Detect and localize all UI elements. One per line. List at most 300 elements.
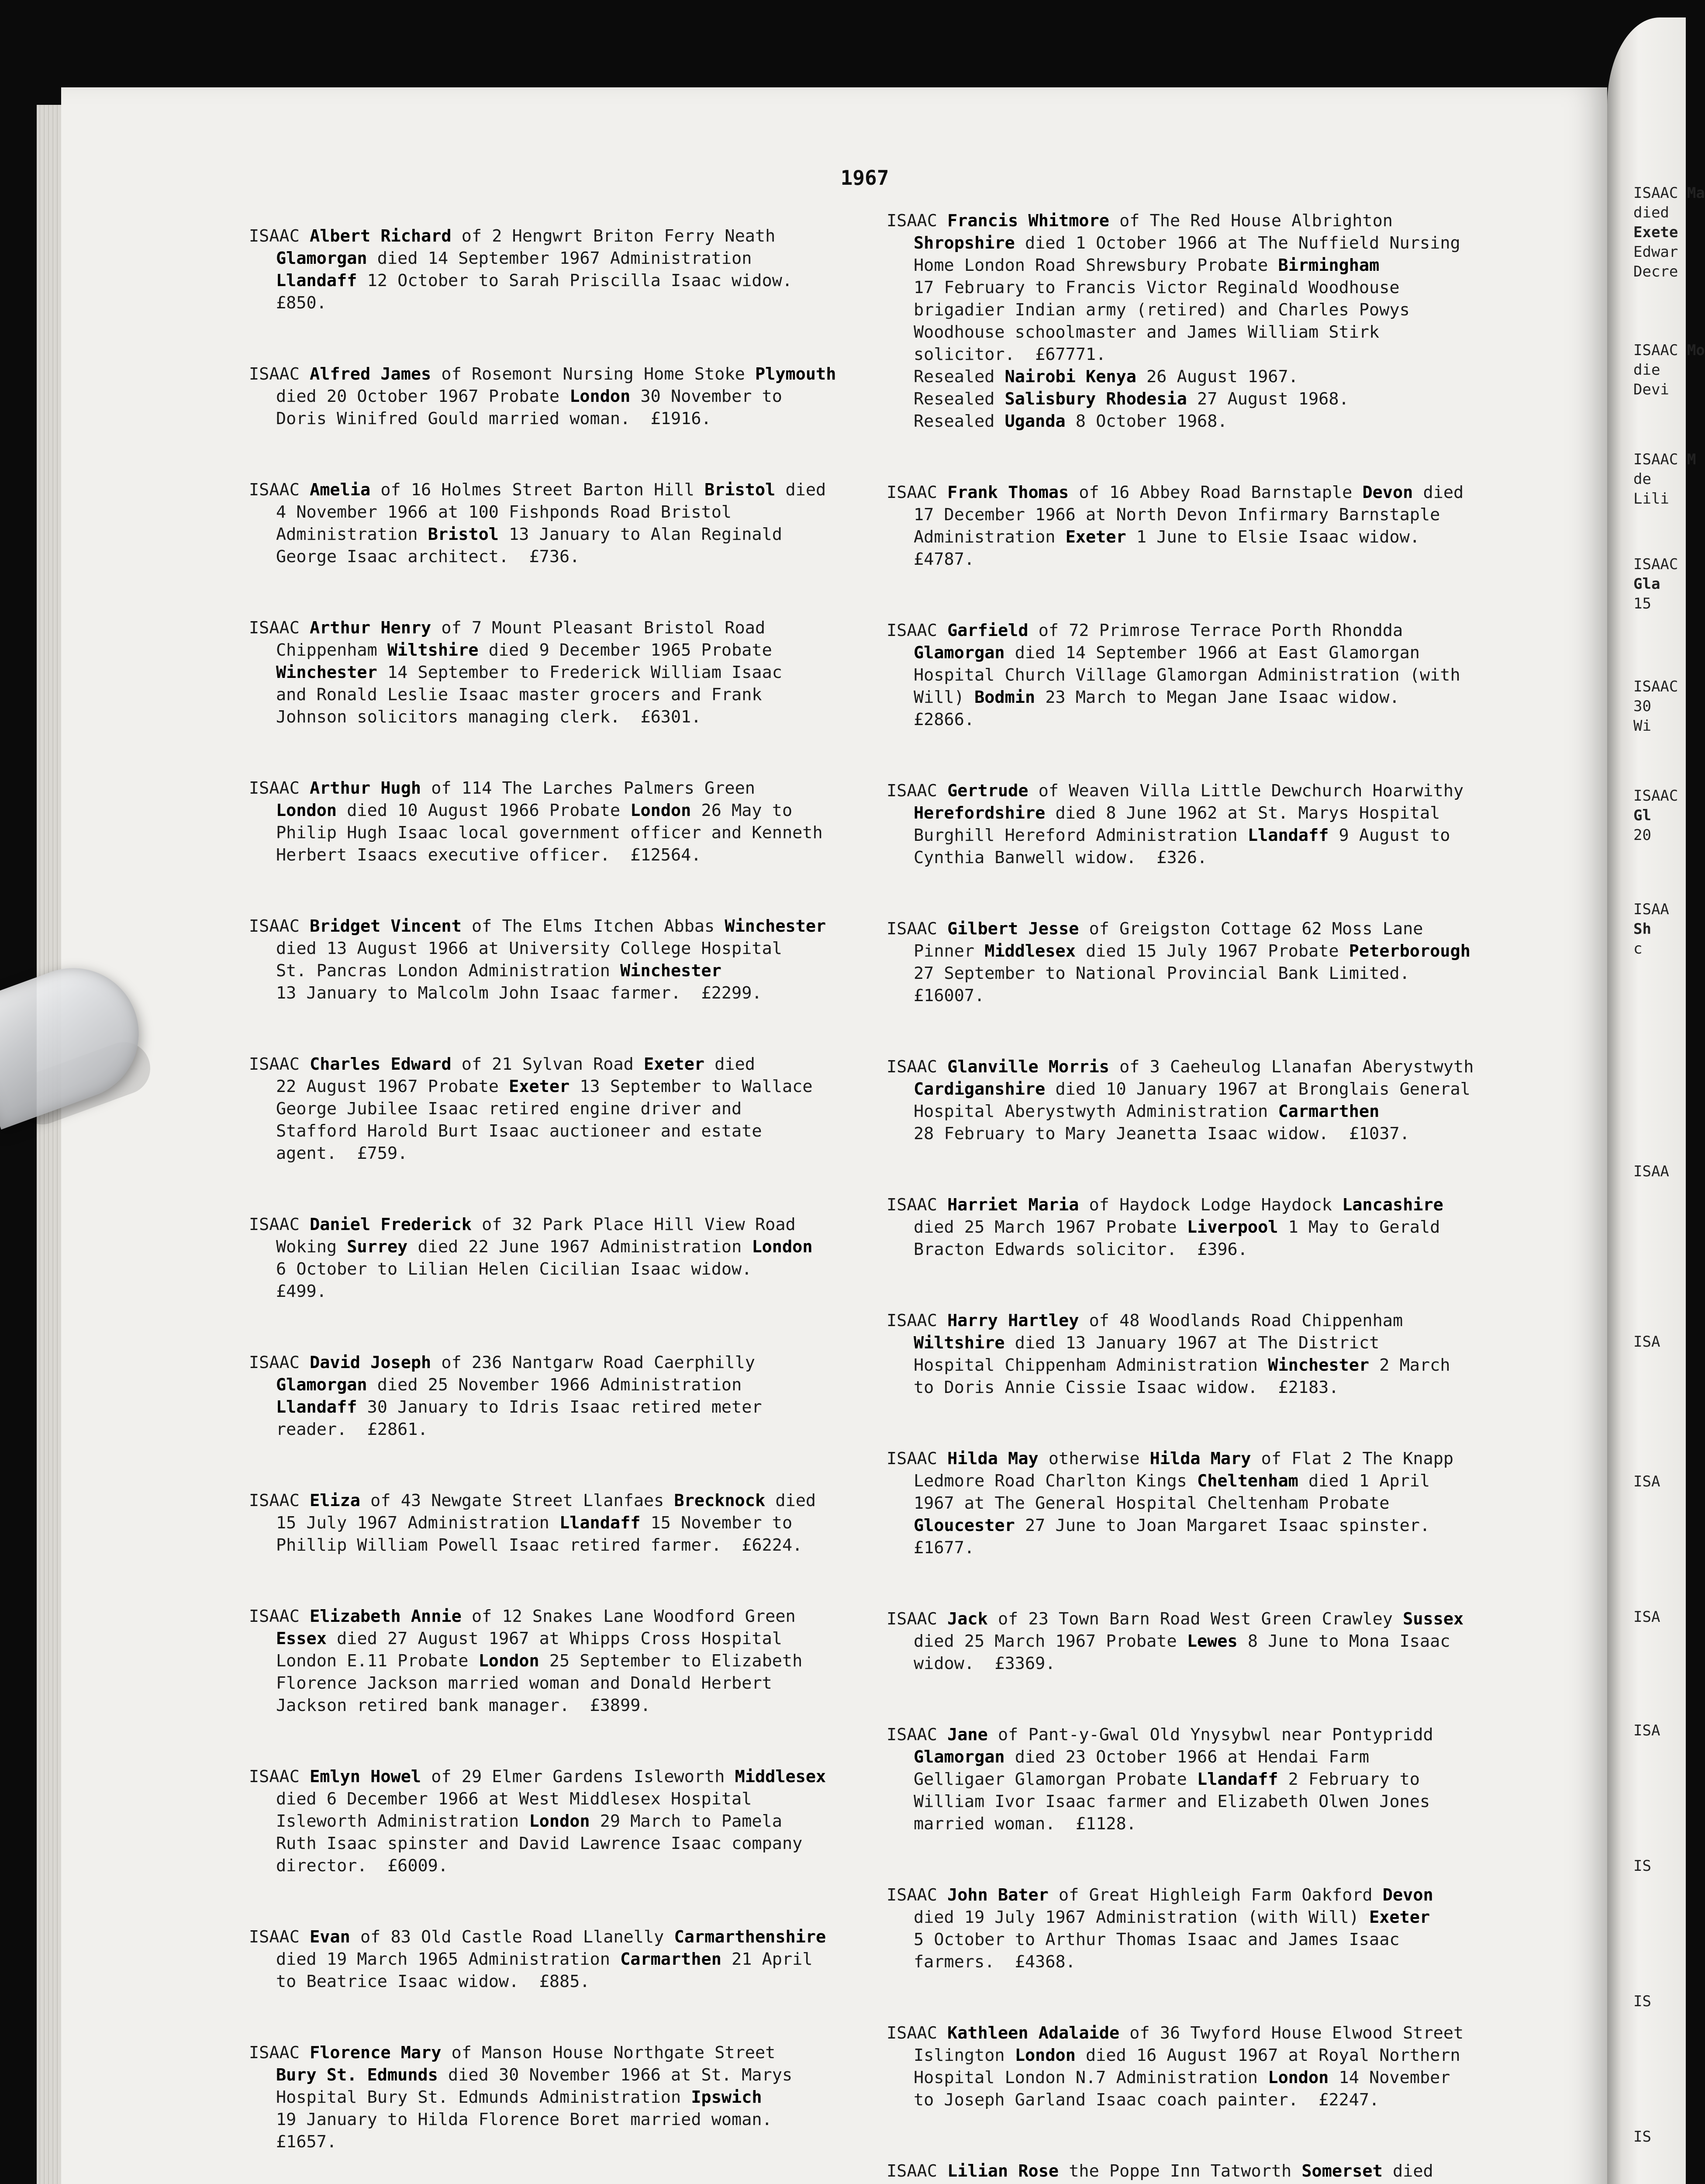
bold-term: Middlesex: [735, 1767, 826, 1787]
entry-line: [887, 1376, 1542, 1399]
bold-term: Wiltshire: [387, 640, 479, 660]
text-run: Lili: [1633, 490, 1669, 508]
text-run: of 48 Woodlands Road Chippenham: [1079, 1311, 1403, 1330]
entry-line: [887, 1514, 1542, 1537]
entry-line: [887, 343, 1542, 366]
entry-line: [249, 292, 904, 314]
text-run: ISAAC: [887, 211, 948, 231]
text-run: died 8 June 1962 at St. Marys Hospital: [1045, 803, 1440, 823]
bold-term: Llandaff: [1197, 1769, 1278, 1789]
text-run: 2 February to: [1278, 1769, 1420, 1789]
facing-page-text-fragment: [1633, 489, 1669, 508]
bold-term: Exeter: [1369, 1908, 1430, 1927]
text-run: ISAAC: [887, 1725, 948, 1745]
probate-entry: [249, 479, 904, 568]
entry-line: [887, 1216, 1542, 1238]
text-run: and Ronald Leslie Isaac master grocers and Frank: [276, 685, 762, 705]
probate-entry: [249, 617, 904, 728]
entry-line: [887, 481, 1542, 504]
text-run: 13 January to Malcolm John Isaac farmer. £2299.: [276, 983, 762, 1003]
text-run: Ruth Isaac spinster and David Lawrence Isaac company: [276, 1834, 803, 1853]
entry-line: [887, 1448, 1542, 1470]
bold-term: Devon: [1382, 1885, 1433, 1905]
text-run: ISAAC: [249, 1927, 310, 1947]
text-run: 2 March: [1369, 1355, 1450, 1375]
facing-page-text-fragment: [1633, 1162, 1669, 1181]
probate-entry: [249, 1766, 904, 1877]
entry-line: [887, 1746, 1542, 1768]
bold-term: Gloucester: [914, 1516, 1015, 1535]
entry-line: [249, 982, 904, 1004]
entry-line: [887, 2067, 1542, 2089]
text-run: ISAAC: [249, 364, 310, 384]
entry-line: [249, 639, 904, 661]
text-run: of 12 Snakes Lane Woodford Green: [461, 1607, 796, 1626]
probate-entry: [887, 2022, 1542, 2111]
entry-line: [887, 686, 1542, 708]
entry-line: [887, 1332, 1542, 1354]
bold-term: Hilda Mary: [1149, 1449, 1251, 1469]
text-run: ISAAC: [1633, 556, 1678, 573]
entry-line: [887, 1652, 1542, 1675]
entry-line: [249, 1926, 904, 1948]
text-run: George Jubilee Isaac retired engine driver and: [276, 1099, 742, 1119]
bold-term: Exeter: [509, 1077, 570, 1096]
entry-line: [887, 708, 1542, 731]
bold-term: Essex: [276, 1629, 327, 1648]
entry-line: [887, 1470, 1542, 1492]
bold-term: Bridget Vincent: [310, 916, 462, 936]
text-run: 12 October to Sarah Priscilla Isaac widow.: [357, 271, 793, 290]
text-run: £4787.: [914, 549, 975, 569]
bold-term: Winchester: [1268, 1355, 1370, 1375]
bold-term: Herefordshire: [914, 803, 1046, 823]
text-run: died 25 November 1966 Administration: [367, 1375, 742, 1395]
text-run: ISAAC: [887, 1609, 948, 1629]
bold-term: Winchester: [276, 663, 377, 682]
entry-line: [887, 1238, 1542, 1261]
text-run: 30: [1633, 698, 1651, 715]
probate-entry: [887, 1056, 1542, 1145]
entry-line: [887, 388, 1542, 410]
text-run: director. £6009.: [276, 1856, 449, 1876]
text-run: died 20 October 1967 Probate: [276, 387, 570, 406]
text-run: ISAAC: [887, 1311, 948, 1330]
entry-line: [249, 1418, 904, 1441]
text-run: ISA: [1633, 1333, 1660, 1351]
entry-line: [887, 1492, 1542, 1514]
text-run: Decre: [1633, 263, 1678, 280]
entry-line: [249, 385, 904, 408]
page-year-heading: 1967: [840, 166, 889, 190]
text-run: ISAAC: [887, 2161, 948, 2181]
entry-line: [887, 918, 1542, 940]
text-run: ISAA: [1633, 901, 1669, 918]
entry-line: [249, 799, 904, 822]
text-run: ISA: [1633, 1473, 1660, 1490]
probate-entry: [249, 2042, 904, 2153]
entry-line: [887, 2182, 1542, 2184]
text-run: reader. £2861.: [276, 1420, 428, 1439]
entry-line: [249, 937, 904, 960]
text-run: de: [1633, 470, 1651, 488]
entry-line: [887, 1928, 1542, 1951]
probate-entry: [887, 1724, 1542, 1835]
bold-term: Plymouth: [755, 364, 836, 384]
facing-page-text-fragment: [1633, 450, 1696, 469]
text-run: died 13 January 1967 at The District: [1004, 1333, 1380, 1353]
entry-line: [887, 962, 1542, 985]
text-run: widow. £3369.: [914, 1654, 1056, 1673]
facing-page-text-fragment: [1633, 806, 1651, 825]
text-run: ISAAC: [887, 483, 948, 502]
facing-page-text-fragment: [1633, 1992, 1651, 2011]
text-run: died: [704, 1054, 755, 1074]
bold-term: Harry Hartley: [947, 1311, 1079, 1330]
text-run: 8 October 1968.: [1065, 411, 1228, 431]
text-run: of 43 Newgate Street Llanfaes: [360, 1491, 674, 1510]
facing-page-text-fragment: [1633, 594, 1651, 613]
probate-entry: [887, 1310, 1542, 1399]
facing-page-text-fragment: [1633, 380, 1669, 399]
text-run: of 114 The Larches Palmers Green: [421, 778, 755, 798]
text-run: ISAAC: [249, 1767, 310, 1787]
bold-term: Glamorgan: [276, 249, 367, 268]
text-run: farmers. £4368.: [914, 1952, 1076, 1972]
text-run: 26 August 1967.: [1136, 367, 1298, 387]
bold-term: Llandaff: [1247, 826, 1329, 845]
bold-term: Liverpool: [1187, 1217, 1278, 1237]
text-run: £2866.: [914, 710, 975, 729]
entry-line: [887, 1056, 1542, 1078]
bold-term: Bristol: [704, 480, 776, 500]
text-run: died 27 August 1967 at Whipps Cross Hospital: [326, 1629, 782, 1648]
text-run: Gelligaer Glamorgan Probate: [914, 1769, 1198, 1789]
entry-line: [887, 276, 1542, 299]
text-run: 1 May to Gerald: [1278, 1217, 1440, 1237]
bold-term: Gla: [1633, 575, 1660, 593]
entry-line: [249, 523, 904, 546]
bold-term: London: [630, 801, 691, 820]
text-run: ISA: [1633, 1608, 1660, 1626]
facing-page-text-fragment: [1633, 1607, 1660, 1627]
text-run: Isleworth Administration: [276, 1811, 529, 1831]
text-run: 1 June to Elsie Isaac widow.: [1126, 527, 1420, 547]
text-run: 23 March to Megan Jane Isaac widow.: [1035, 688, 1400, 707]
bold-term: Lewes: [1187, 1631, 1238, 1651]
text-run: 15: [1633, 595, 1651, 612]
text-run: of Great Highleigh Farm Oakford: [1048, 1885, 1383, 1905]
entry-line: [249, 1766, 904, 1788]
text-run: 17 December 1966 at North Devon Infirmary Barnstaple: [914, 505, 1440, 525]
text-run: died 23 October 1966 at Hendai Farm: [1004, 1747, 1370, 1767]
bold-term: Frank Thomas: [947, 483, 1069, 502]
text-run: died 25 March 1967 Probate: [914, 1631, 1187, 1651]
entry-line: [249, 2108, 904, 2131]
entry-line: [249, 1351, 904, 1374]
bold-term: Uganda: [1004, 411, 1066, 431]
text-run: of 83 Old Castle Road Llanelly: [350, 1927, 674, 1947]
text-run: 29 March to Pamela: [590, 1811, 782, 1831]
entry-line: [249, 1098, 904, 1120]
text-run: 20: [1633, 826, 1651, 844]
entry-line: [887, 410, 1542, 432]
right-column-entries: [887, 210, 1542, 2184]
text-run: 17 February to Francis Victor Reginald Woodhouse: [914, 278, 1400, 297]
text-run: ISAAC: [887, 1449, 948, 1469]
facing-page-text-fragment: [1633, 919, 1651, 939]
entry-line: [887, 1884, 1542, 1906]
facing-page-text-fragment: [1633, 555, 1678, 574]
bold-term: Cheltenham: [1197, 1471, 1298, 1491]
entry-line: [249, 1512, 904, 1534]
bold-term: Middlesex: [984, 941, 1076, 961]
text-run: Devi: [1633, 381, 1669, 398]
probate-entry: [887, 1448, 1542, 1559]
text-run: of 36 Twyford House Elwood Street: [1119, 2023, 1464, 2043]
entry-line: [887, 2022, 1542, 2044]
bold-term: Cardiganshire: [914, 1079, 1046, 1099]
text-run: Resealed: [914, 411, 1005, 431]
text-run: Will): [914, 688, 975, 707]
text-run: Hospital London N.7 Administration: [914, 2068, 1268, 2087]
bold-term: Carmarthen: [620, 1949, 721, 1969]
bold-term: Charles Edward: [310, 1054, 452, 1074]
text-run: of 7 Mount Pleasant Bristol Road: [431, 618, 766, 638]
bold-term: Jane: [947, 1725, 988, 1745]
text-run: of Greigston Cottage 62 Moss Lane: [1079, 919, 1423, 939]
text-run: £499.: [276, 1282, 327, 1301]
text-run: 28 February to Mary Jeanetta Isaac widow. £1037.: [914, 1124, 1410, 1144]
text-run: ISAAC: [249, 1353, 310, 1372]
entry-line: [249, 960, 904, 982]
facing-page-text-fragment: [1633, 716, 1651, 736]
facing-page-edge: [1607, 17, 1705, 2184]
entry-line: [887, 1951, 1542, 1973]
entry-line: [249, 661, 904, 684]
entry-line: [887, 1194, 1542, 1216]
bold-term: Gilbert Jesse: [947, 919, 1079, 939]
entry-line: [249, 1236, 904, 1258]
entry-line: [249, 1810, 904, 1832]
text-run: Jackson retired bank manager. £3899.: [276, 1696, 651, 1715]
entry-line: [249, 1672, 904, 1694]
text-run: ISAAC: [249, 226, 310, 246]
entry-line: [887, 232, 1542, 254]
text-run: ISAAC: [1633, 787, 1678, 805]
entry-line: [249, 479, 904, 501]
text-run: of 21 Sylvan Road: [451, 1054, 644, 1074]
probate-entry: [887, 1884, 1542, 1973]
text-run: died 9 December 1965 Probate: [478, 640, 772, 660]
entry-line: [249, 1213, 904, 1236]
text-run: 8 June to Mona Isaac: [1237, 1631, 1450, 1651]
entry-line: [249, 2131, 904, 2153]
text-run: of 16 Holmes Street Barton Hill: [370, 480, 705, 500]
bold-term: Birmingham: [1278, 256, 1380, 275]
text-run: 1967 at The General Hospital Cheltenham Probate: [914, 1493, 1390, 1513]
entry-line: [249, 1280, 904, 1303]
bold-term: Gl: [1633, 807, 1651, 824]
probate-entry: [249, 1053, 904, 1165]
facing-page-text-fragment: [1633, 1721, 1660, 1740]
bold-term: Sh: [1633, 920, 1651, 938]
bold-term: Exete: [1633, 224, 1678, 241]
text-run: Resealed: [914, 389, 1005, 409]
text-run: died: [765, 1491, 816, 1510]
facing-page-text-fragment: [1633, 223, 1678, 242]
bold-term: Exeter: [1065, 527, 1126, 547]
text-run: Administration: [914, 527, 1066, 547]
text-run: died 1 October 1966 at The Nuffield Nursing: [1015, 233, 1460, 253]
text-run: of Flat 2 The Knapp: [1251, 1449, 1454, 1469]
entry-line: [249, 1832, 904, 1855]
entry-line: [887, 1813, 1542, 1835]
entry-line: [887, 1768, 1542, 1790]
text-run: the Poppe Inn Tatworth: [1059, 2161, 1302, 2181]
text-run: Edwar: [1633, 243, 1678, 261]
entry-line: [887, 1354, 1542, 1376]
text-run: 30 November to: [630, 387, 782, 406]
bold-term: Gertrude: [947, 781, 1029, 801]
text-run: 14 September to Frederick William Isaac: [377, 663, 782, 682]
text-run: Woodhouse schoolmaster and James William Stirk: [914, 322, 1380, 342]
facing-page-text-fragment: [1633, 939, 1642, 958]
text-run: ISAAC: [887, 1195, 948, 1215]
text-run: died 13 August 1966 at University College Hospital: [276, 939, 782, 958]
facing-page-text-fragment: [1633, 826, 1651, 845]
text-run: 27 September to National Provincial Bank Limited.: [914, 964, 1410, 983]
bold-term: London: [276, 801, 337, 820]
bold-term: London: [478, 1651, 539, 1671]
text-run: married woman. £1128.: [914, 1814, 1136, 1834]
text-run: ISAAC: [249, 2043, 310, 2063]
text-run: of The Elms Itchen Abbas: [461, 916, 725, 936]
text-run: died: [775, 480, 826, 500]
entry-line: [249, 1970, 904, 1993]
text-run: IS: [1633, 1993, 1651, 2010]
text-run: Resealed: [914, 367, 1005, 387]
bold-term: London: [752, 1237, 813, 1257]
bold-term: M: [1687, 451, 1696, 468]
entry-line: [249, 247, 904, 270]
bold-term: Nairobi Kenya: [1004, 367, 1136, 387]
entry-line: [887, 254, 1542, 276]
entry-line: [249, 617, 904, 639]
entry-line: [887, 824, 1542, 847]
text-run: 15 November to: [640, 1513, 793, 1533]
text-run: Woking: [276, 1237, 347, 1257]
bold-term: Glamorgan: [914, 1747, 1005, 1767]
facing-page-text-fragment: [1633, 470, 1651, 489]
entry-line: [887, 619, 1542, 642]
facing-page-text-fragment: [1633, 900, 1669, 919]
bold-term: Llandaff: [276, 1397, 357, 1417]
bold-term: Somerset: [1301, 2161, 1383, 2181]
entry-line: [887, 1790, 1542, 1813]
bold-term: Glamorgan: [914, 643, 1005, 663]
entry-line: [249, 1628, 904, 1650]
entry-line: [249, 1788, 904, 1810]
text-run: St. Pancras London Administration: [276, 961, 621, 981]
probate-entry: [249, 1489, 904, 1556]
text-run: Herbert Isaacs executive officer. £12564.: [276, 845, 701, 865]
entry-line: [249, 1053, 904, 1075]
bold-term: Brecknock: [674, 1491, 766, 1510]
bold-term: Carmarthen: [1278, 1102, 1380, 1121]
text-run: agent. £759.: [276, 1144, 408, 1163]
entry-line: [249, 363, 904, 385]
text-run: £1677.: [914, 1538, 975, 1558]
probate-entry: [887, 780, 1542, 869]
text-run: IS: [1633, 2128, 1651, 2146]
text-run: 30 January to Idris Isaac retired meter: [357, 1397, 762, 1417]
bold-term: Ma: [1687, 184, 1705, 202]
text-run: Philip Hugh Isaac local government officer and Kenneth: [276, 823, 823, 843]
text-run: died 16 August 1967 at Royal Northern: [1075, 2046, 1460, 2065]
bold-term: Daniel Frederick: [310, 1215, 472, 1234]
text-run: Hospital Church Village Glamorgan Administration (with: [914, 665, 1460, 685]
text-run: died 10 August 1966 Probate: [337, 801, 631, 820]
text-run: died 19 March 1965 Administration: [276, 1949, 621, 1969]
probate-entry: [249, 1605, 904, 1717]
entry-line: [249, 2042, 904, 2064]
bold-term: Garfield: [947, 621, 1029, 640]
text-run: died: [1633, 204, 1678, 221]
text-run: 14 November: [1329, 2068, 1450, 2087]
text-run: ISAAC: [1633, 184, 1687, 202]
text-run: of Manson House Northgate Street: [441, 2043, 776, 2063]
entry-line: [249, 1694, 904, 1717]
entry-line: [249, 706, 904, 728]
entry-line: [249, 1855, 904, 1877]
facing-page-text-fragment: [1633, 2127, 1651, 2146]
entry-line: [887, 2089, 1542, 2111]
bold-term: Winchester: [725, 916, 826, 936]
entry-line: [887, 802, 1542, 824]
facing-page-text-fragment: [1633, 203, 1678, 222]
text-run: died 15 July 1967 Probate: [1075, 941, 1349, 961]
text-run: 21 April: [721, 1949, 813, 1969]
text-run: brigadier Indian army (retired) and Charles Powys: [914, 300, 1410, 320]
entry-line: [249, 684, 904, 706]
text-run: 9 August to: [1329, 826, 1450, 845]
bold-term: Ipswich: [691, 2087, 762, 2107]
probate-entry: [887, 210, 1542, 432]
facing-page-text-fragment: [1633, 1472, 1660, 1491]
text-run: Bracton Edwards solicitor. £396.: [914, 1240, 1248, 1259]
bold-term: Elizabeth Annie: [310, 1607, 462, 1626]
text-run: died: [1413, 483, 1464, 502]
probate-entry: [249, 1213, 904, 1303]
facing-page-text-fragment: [1633, 1332, 1660, 1351]
probate-entry: [249, 1926, 904, 1993]
text-run: of 2 Hengwrt Briton Ferry Neath: [451, 226, 776, 246]
entry-line: [887, 1123, 1542, 1145]
text-run: died 1 April: [1298, 1471, 1430, 1491]
probate-entry: [249, 777, 904, 866]
left-column-entries: [249, 225, 904, 2184]
entry-line: [887, 1906, 1542, 1928]
text-run: of 3 Caeheulog Llanafan Aberystwyth: [1109, 1057, 1474, 1077]
bold-term: Francis Whitmore: [947, 211, 1109, 231]
text-run: ISAAC: [249, 1215, 310, 1234]
entry-line: [887, 940, 1542, 962]
entry-line: [887, 780, 1542, 802]
bold-term: Arthur Hugh: [310, 778, 421, 798]
entry-line: [249, 844, 904, 866]
bold-term: Llandaff: [559, 1513, 641, 1533]
